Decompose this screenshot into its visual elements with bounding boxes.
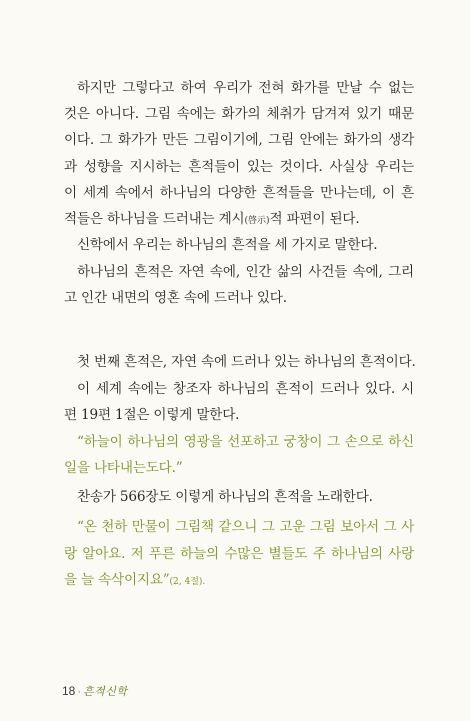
paragraph-line: 이 세계 속에서 하나님의 다양한 흔적들을 만나는데, 이 흔: [64, 185, 414, 201]
paragraph-line: 신학에서 우리는 하나님의 흔적을 세 가지로 말한다.: [77, 237, 378, 253]
hymn-quote-line: [64, 571, 414, 591]
hymn-reference: (2, 4절).: [169, 577, 206, 587]
line-text: 적들은 하나님을 드러내는 계시: [64, 211, 245, 227]
footer-separator: ·: [77, 686, 82, 698]
hymn-quote-line: 랑 알아요. 저 푸른 하늘의 수많은 별들도 주 하나님의 사랑: [64, 546, 414, 562]
paragraph-line: 하지만 그렇다고 하여 우리가 전혀 화가를 만날 수 없는: [77, 80, 414, 96]
paragraph-line: 이다. 그 화가가 만든 그림이기에, 그림 안에는 화가의 생각: [64, 132, 414, 148]
paragraph-line: 찬송가 566장도 이렇게 하나님의 흔적을 노래한다.: [77, 489, 373, 505]
hanja-annotation: (啓示): [244, 216, 270, 226]
book-title: 흔적신학: [83, 686, 128, 698]
line-text: 적 파편이 된다.: [269, 211, 360, 227]
line-text: 을 늘 속삭이지요”: [64, 572, 170, 588]
page-footer: [62, 683, 128, 699]
hymn-quote-line: “온 천하 만물이 그림책 같으니 그 고운 그림 보아서 그 사: [77, 519, 414, 535]
bible-quote-line: 일을 나타내는도다.”: [64, 460, 183, 476]
paragraph-line: 편 19편 1절은 이렇게 말한다.: [64, 407, 240, 423]
paragraph-line: 과 성향을 지시하는 흔적들이 있는 것이다. 사실상 우리는: [64, 159, 414, 175]
paragraph-line: 것은 아니다. 그림 속에는 화가의 체취가 담겨져 있기 때문: [64, 106, 414, 122]
paragraph-line: 첫 번째 흔적은, 자연 속에 드러나 있는 하나님의 흔적이다.: [77, 354, 416, 370]
paragraph-line: [64, 210, 414, 230]
bible-quote-line: “하늘이 하나님의 영광을 선포하고 궁창이 그 손으로 하신: [77, 434, 414, 450]
paragraph-line: 하나님의 흔적은 자연 속에, 인간 삶의 사건들 속에, 그리: [77, 264, 414, 280]
paragraph-line: 이 세계 속에는 창조자 하나님의 흔적이 드러나 있다. 시: [77, 381, 414, 397]
page-number: 18: [62, 684, 76, 698]
paragraph-line: 고 인간 내면의 영혼 속에 드러나 있다.: [64, 290, 287, 306]
